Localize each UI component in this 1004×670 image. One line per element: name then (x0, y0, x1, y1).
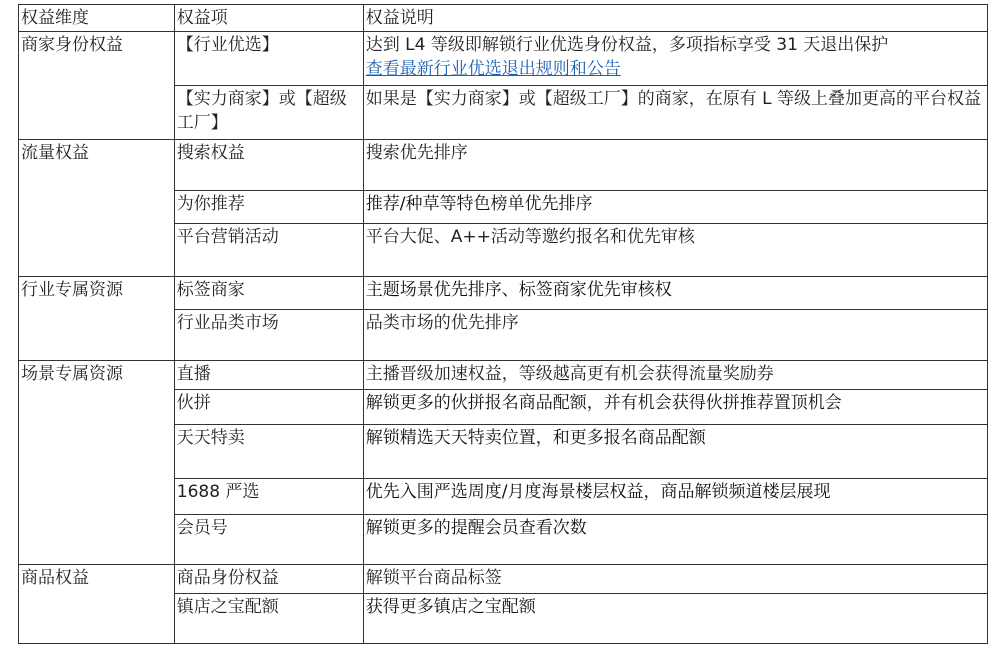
description-text: 达到 L4 等级即解锁行业优选身份权益，多项指标享受 31 天退出保护 (365, 35, 889, 55)
description-cell: 如果是【实力商家】或【超级工厂】的商家，在原有 L 等级上叠加更高的平台权益 (363, 86, 987, 140)
table-row (19, 361, 988, 390)
description-cell: 获得更多镇店之宝配额 (363, 594, 987, 644)
description-cell: 推荐/种草等特色榜单优先排序 (363, 191, 987, 224)
item-cell: 会员号 (174, 515, 363, 565)
description-cell: 解锁更多的伙拼报名商品配额，并有机会获得伙拼推荐置顶机会 (363, 390, 987, 425)
table-row (19, 565, 988, 594)
header-dimension: 权益维度 (19, 5, 175, 32)
item-cell: 【实力商家】或【超级工厂】 (174, 86, 363, 140)
description-cell: 优先入围严选周度/月度海景楼层权益，商品解锁频道楼层展现 (363, 479, 987, 515)
item-cell: 商品身份权益 (174, 565, 363, 594)
description-cell: 平台大促、A++活动等邀约报名和优先审核 (363, 224, 987, 277)
dimension-cell: 流量权益 (19, 140, 175, 277)
item-cell: 平台营销活动 (174, 224, 363, 277)
item-cell: 1688 严选 (174, 479, 363, 515)
description-cell: 解锁精选天天特卖位置，和更多报名商品配额 (363, 425, 987, 479)
description-cell: 主题场景优先排序、标签商家优先审核权 (363, 277, 987, 310)
item-cell: 行业品类市场 (174, 310, 363, 361)
dimension-cell: 场景专属资源 (19, 361, 175, 565)
description-cell: 解锁更多的提醒会员查看次数 (363, 515, 987, 565)
item-cell: 直播 (174, 361, 363, 390)
table-row (19, 277, 988, 310)
header-item: 权益项 (174, 5, 363, 32)
table-row (19, 32, 988, 86)
item-cell: 为你推荐 (174, 191, 363, 224)
description-cell: 解锁平台商品标签 (363, 565, 987, 594)
exit-rules-link[interactable]: 查看最新行业优选退出规则和公告 (365, 59, 621, 79)
header-row (19, 5, 988, 32)
header-description: 权益说明 (363, 5, 987, 32)
description-cell: 主播晋级加速权益，等级越高更有机会获得流量奖励券 (363, 361, 987, 390)
description-cell: 品类市场的优先排序 (363, 310, 987, 361)
item-cell: 镇店之宝配额 (174, 594, 363, 644)
item-cell: 标签商家 (174, 277, 363, 310)
item-cell: 伙拼 (174, 390, 363, 425)
description-cell: 搜索优先排序 (363, 140, 987, 191)
dimension-cell: 商家身份权益 (19, 32, 175, 140)
item-cell: 搜索权益 (174, 140, 363, 191)
dimension-cell: 行业专属资源 (19, 277, 175, 361)
description-cell (363, 32, 987, 86)
dimension-cell: 商品权益 (19, 565, 175, 644)
table-row (19, 140, 988, 191)
item-cell: 【行业优选】 (174, 32, 363, 86)
rights-table (18, 4, 988, 644)
item-cell: 天天特卖 (174, 425, 363, 479)
